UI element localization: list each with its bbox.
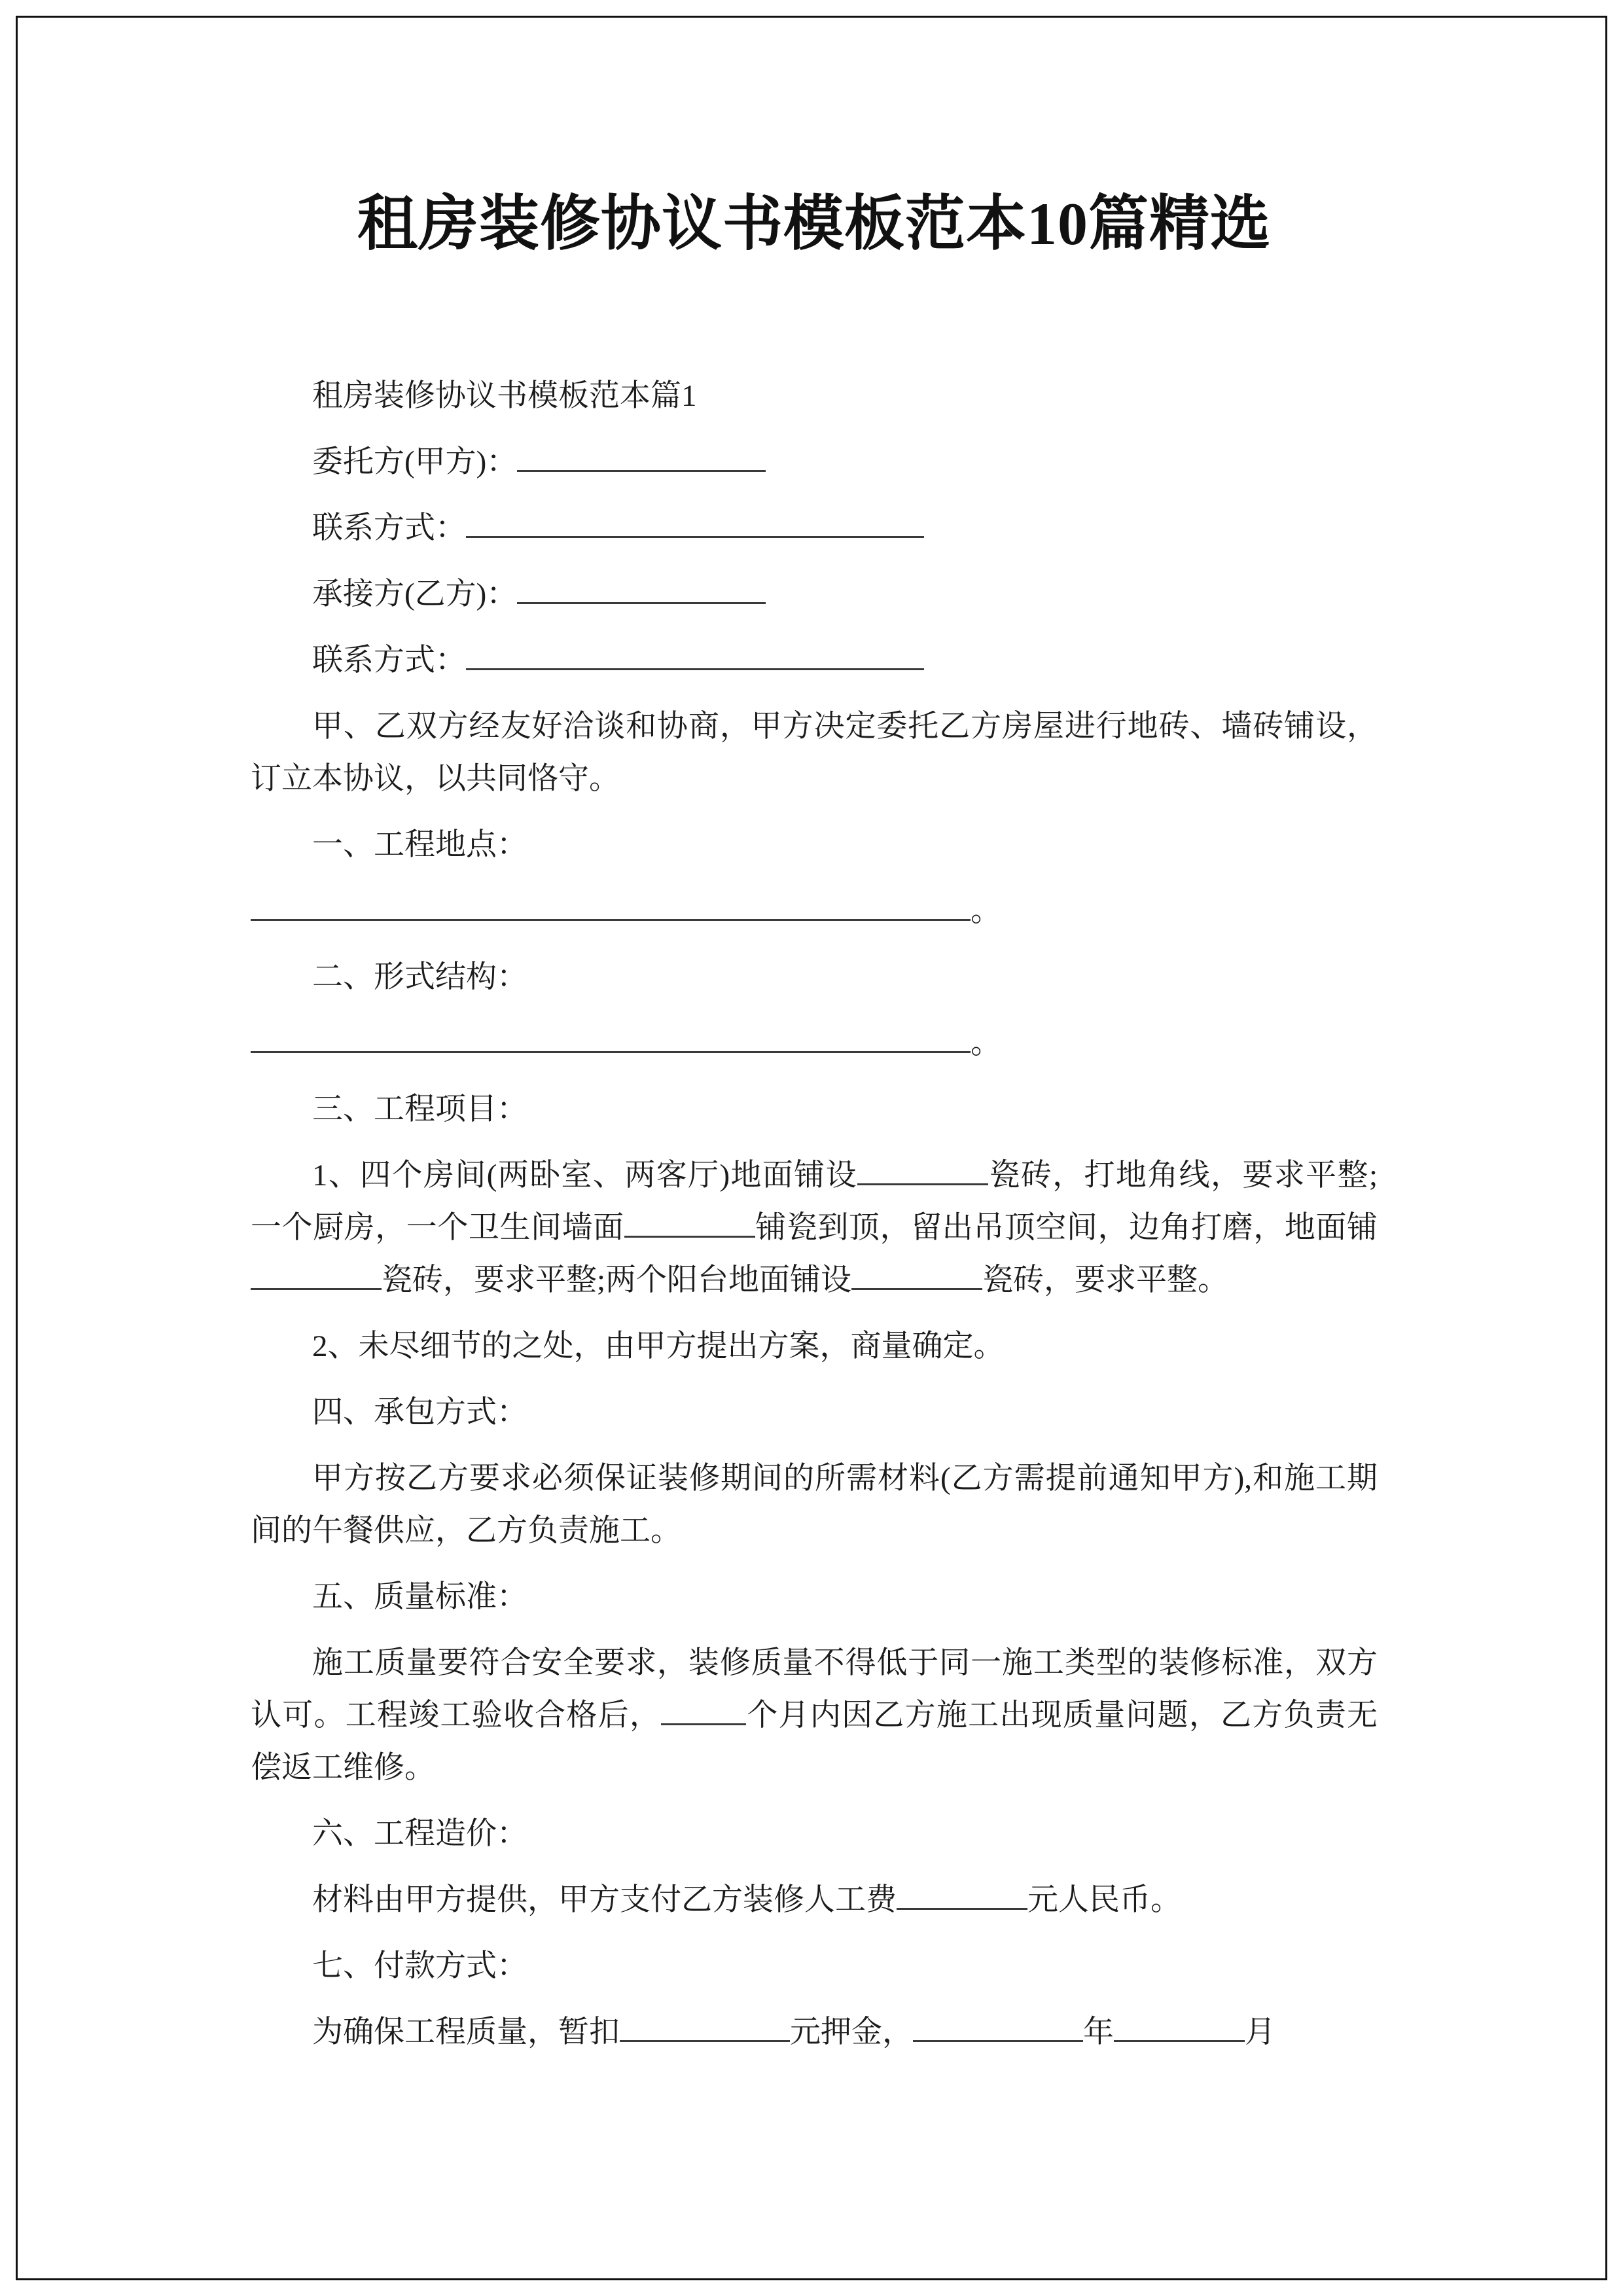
clause-1-heading (251, 819, 1378, 871)
text-run: 。 (971, 1026, 1001, 1060)
field-party-a (251, 436, 1378, 488)
text-run: 瓷砖，要求平整;两个阳台地面铺设 (382, 1263, 852, 1297)
clause-5-body (251, 1637, 1378, 1794)
text-run: 2、未尽细节的之处，由甲方提出方案，商量确定。 (312, 1329, 1005, 1363)
page-title: 租房装修协议书模板范本10篇精选 (357, 190, 1271, 257)
text-run: 材料由甲方提供，甲方支付乙方装修人工费 (312, 1883, 897, 1917)
blank-field (851, 1257, 982, 1290)
text-run: 七、付款方式： (312, 1949, 527, 1983)
text-run: 联系方式： (312, 643, 466, 677)
blank-field (517, 571, 766, 604)
text-run: 五、质量标准： (312, 1580, 527, 1614)
text-run: 年 (1083, 2015, 1114, 2049)
section-subtitle (251, 370, 1378, 422)
blank-field (251, 888, 971, 921)
text-run: 甲、乙双方经友好洽谈和协商，甲方决定委托乙方房屋进行地砖、墙砖铺设，订立本协议，以共同恪守。 (251, 709, 1378, 796)
text-run: 1、四个房间(两卧室、两客厅)地面铺设 (312, 1158, 858, 1193)
blank-field (466, 505, 924, 538)
text-run: 。 (971, 894, 1001, 928)
text-run: 元押金， (790, 2015, 913, 2049)
blank-field (661, 1693, 746, 1725)
clause-5-heading (251, 1571, 1378, 1623)
text-run: 二、形式结构： (312, 960, 527, 994)
clause-4-body (251, 1452, 1378, 1557)
clause-3-heading (251, 1083, 1378, 1136)
blank-field (913, 2009, 1083, 2042)
text-run: 为确保工程质量，暂扣 (312, 2015, 620, 2049)
text-run: 三、工程项目： (312, 1092, 527, 1126)
field-contact-a (251, 502, 1378, 554)
blank-field (620, 2009, 790, 2042)
clause-7-heading (251, 1940, 1378, 1992)
text-run: 瓷砖，打地角线，要求平整;一个厨房，一个卫生间墙面 (251, 1158, 1378, 1245)
text-run: 承接方(乙方)： (312, 577, 518, 611)
text-run: 瓷砖，要求平整。 (982, 1263, 1229, 1297)
blank-field (1114, 2009, 1245, 2042)
blank-field (251, 1257, 382, 1290)
text-run: 六、工程造价： (312, 1817, 527, 1851)
text-run: 施工质量要符合安全要求，装修质量不得低于同一施工类型的装修标准，双方认可。工程竣工验收合格后， (251, 1646, 1378, 1732)
text-run: 元人民币。 (1027, 1883, 1181, 1917)
field-contact-b (251, 634, 1378, 687)
text-run: 联系方式： (312, 511, 466, 545)
clause-3-item-1 (251, 1149, 1378, 1306)
clause-1-blank-line (251, 885, 1378, 937)
clause-3-item-2 (251, 1320, 1378, 1372)
blank-field (251, 1020, 971, 1053)
preamble (251, 700, 1378, 805)
text-run: 甲方按乙方要求必须保证装修期间的所需材料(乙方需提前通知甲方),和施工期间的午餐供应，乙方负责施工。 (251, 1462, 1378, 1548)
text-run: 一、工程地点： (312, 828, 527, 862)
blank-field (897, 1877, 1027, 1910)
blank-field (466, 637, 924, 670)
field-party-b (251, 568, 1378, 620)
blank-field (517, 439, 766, 472)
text-run: 个月内因乙方施工出现质量问题，乙方负责无偿返工维修。 (251, 1698, 1378, 1785)
clause-4-heading (251, 1386, 1378, 1439)
blank-field (624, 1205, 755, 1238)
text-run: 委托方(甲方)： (312, 445, 518, 479)
text-run: 月 (1245, 2015, 1275, 2049)
clause-6-heading (251, 1808, 1378, 1860)
text-run: 四、承包方式： (312, 1395, 527, 1429)
text-run: 租房装修协议书模板范本篇1 (312, 379, 697, 413)
clause-2-heading (251, 951, 1378, 1003)
blank-field (857, 1153, 988, 1185)
clause-7-body (251, 2006, 1378, 2058)
clause-6-body (251, 1874, 1378, 1926)
clause-2-blank-line (251, 1017, 1378, 1069)
text-run: 铺瓷到顶，留出吊顶空间，边角打磨，地面铺 (755, 1211, 1378, 1245)
document-body (251, 370, 1378, 2058)
